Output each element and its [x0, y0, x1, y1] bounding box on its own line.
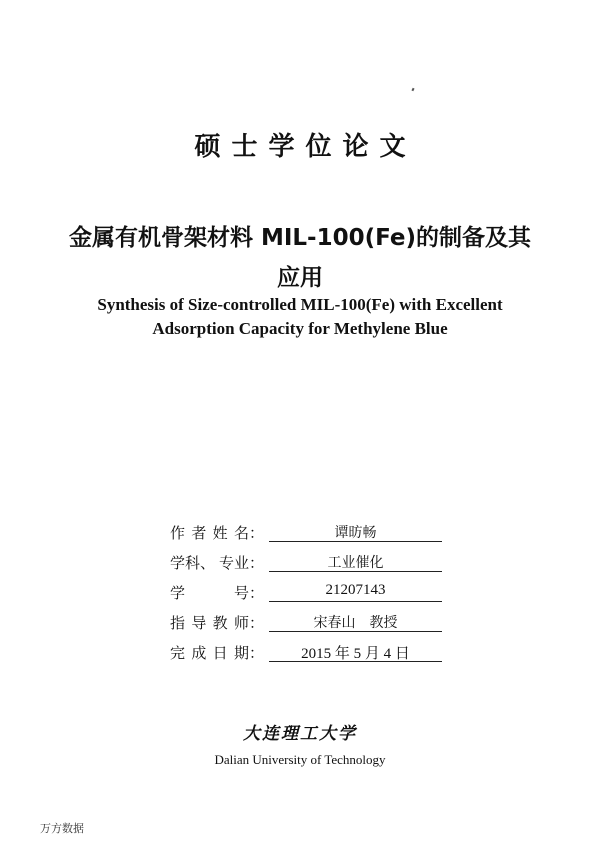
student-id-label: 学 号： — [170, 584, 264, 602]
thesis-title-english-line2: Adsorption Capacity for Methylene Blue — [152, 319, 448, 338]
info-row-student-id — [170, 580, 470, 610]
date-label: 完 成 日 期： — [170, 644, 264, 662]
thesis-info-block — [170, 520, 470, 670]
university-name-chinese: 大连理工大学 — [243, 724, 357, 744]
author-label: 作 者 姓 名： — [170, 524, 264, 542]
student-id-value: 21207143 — [269, 582, 442, 602]
major-label: 学科、 专业： — [170, 554, 264, 572]
university-name-english: Dalian University of Technology — [214, 752, 386, 767]
scan-speck — [411, 88, 414, 92]
author-value: 谭昉畅 — [269, 522, 442, 542]
info-row-author — [170, 520, 470, 550]
major-value: 工业催化 — [269, 552, 442, 572]
info-row-advisor — [170, 610, 470, 640]
thesis-title-english — [40, 293, 560, 341]
thesis-title-english-line1: Synthesis of Size-controlled MIL-100(Fe) with Excellent — [97, 295, 503, 314]
advisor-label: 指 导 教 师： — [170, 614, 264, 632]
info-row-major — [170, 550, 470, 580]
date-value: 2015 年 5 月 4 日 — [269, 642, 442, 662]
advisor-value: 宋春山 教授 — [269, 612, 442, 632]
watermark: 万方数据 — [40, 822, 84, 835]
thesis-title-chinese: 金属有机骨架材料 MIL-100(Fe)的制备及其应用 — [68, 225, 532, 291]
degree-title: 硕士学位论文 — [194, 132, 417, 162]
info-row-date — [170, 640, 470, 670]
